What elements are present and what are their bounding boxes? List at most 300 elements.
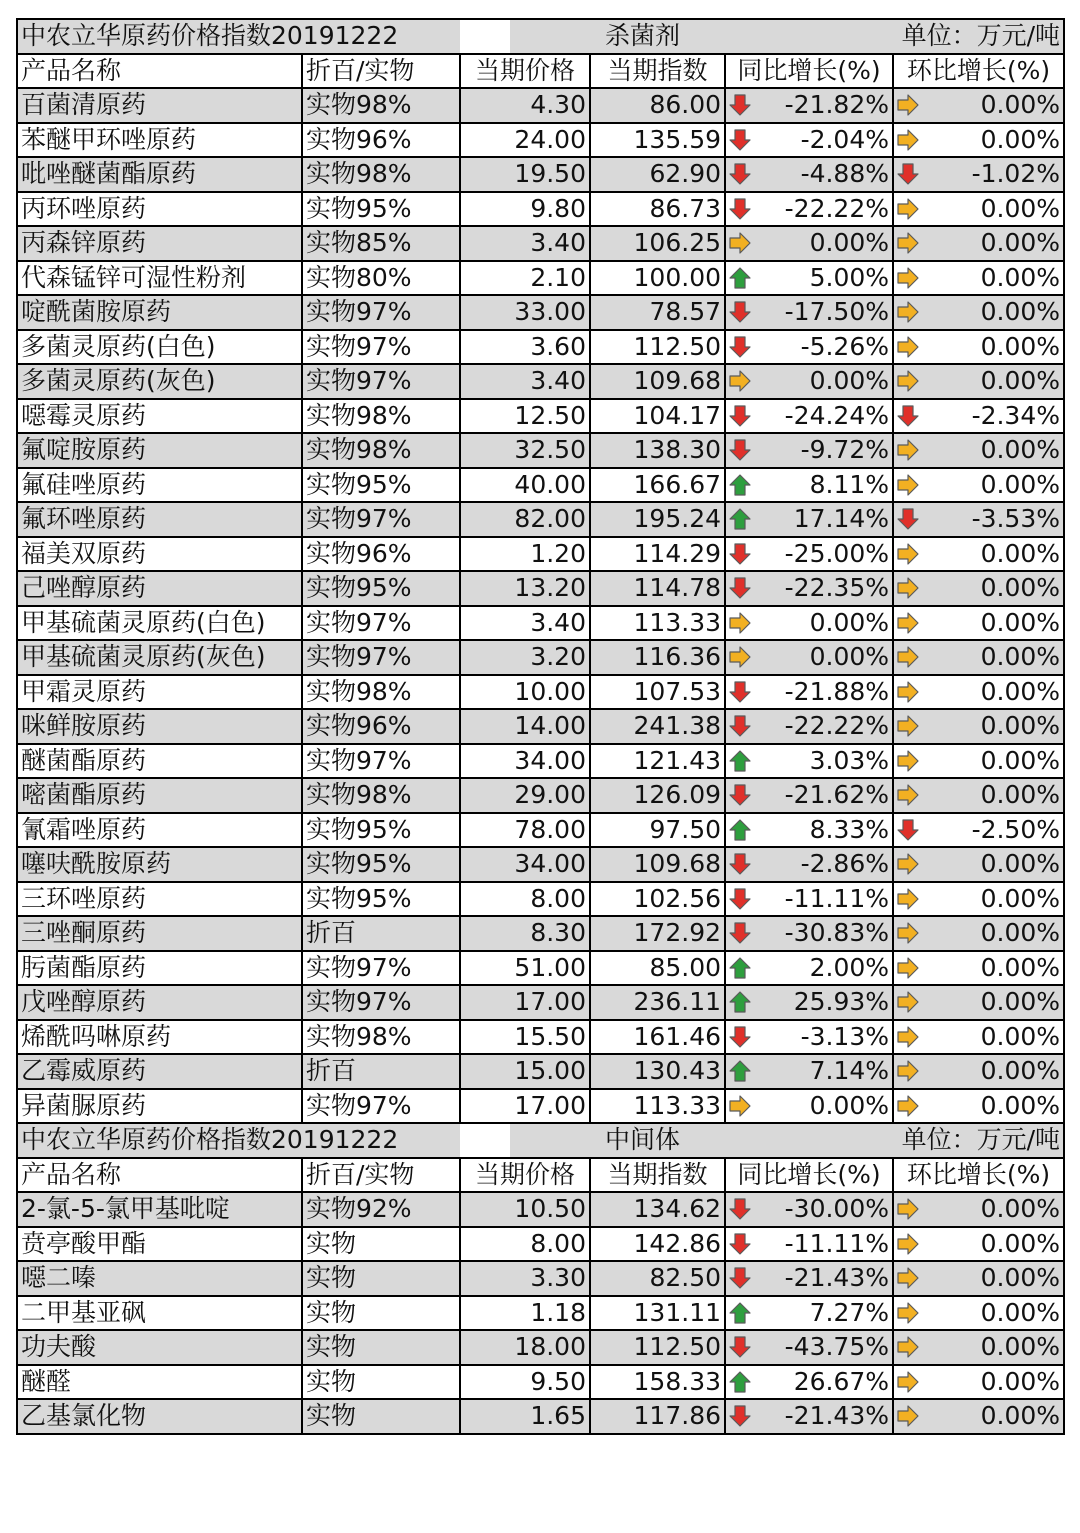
price-cell: 1.20 <box>460 537 590 572</box>
mom-value: 0.00% <box>980 780 1061 810</box>
table-row <box>17 295 1064 330</box>
spec-cell: 实物98% <box>302 675 460 710</box>
mom-cell <box>893 1261 1064 1296</box>
arrow-flat-icon <box>896 783 920 807</box>
product-name-cell: 多菌灵原药(白色) <box>17 330 302 365</box>
spec-cell: 实物 <box>302 1330 460 1365</box>
index-cell: 112.50 <box>590 330 725 365</box>
index-cell: 236.11 <box>590 985 725 1020</box>
arrow-flat-icon <box>896 1301 920 1325</box>
arrow-down-icon <box>728 1197 752 1221</box>
yoy-value: 5.00% <box>809 262 890 292</box>
index-cell: 100.00 <box>590 261 725 296</box>
arrow-flat-icon <box>896 128 920 152</box>
price-cell: 3.30 <box>460 1261 590 1296</box>
yoy-value: 0.00% <box>809 228 890 258</box>
price-cell: 1.65 <box>460 1399 590 1434</box>
arrow-up-icon <box>728 1301 752 1325</box>
arrow-flat-icon <box>896 335 920 359</box>
yoy-cell <box>725 433 893 468</box>
product-name-cell: 噻呋酰胺原药 <box>17 847 302 882</box>
index-cell: 109.68 <box>590 364 725 399</box>
mom-value: 0.00% <box>980 918 1061 948</box>
spec-cell: 实物95% <box>302 571 460 606</box>
column-header-product-name: 产品名称 <box>17 54 302 89</box>
mom-cell <box>893 1330 1064 1365</box>
arrow-flat-icon <box>896 1197 920 1221</box>
mom-cell <box>893 261 1064 296</box>
yoy-value: 25.93% <box>793 987 890 1017</box>
mom-value: 0.00% <box>980 1297 1061 1327</box>
yoy-cell <box>725 709 893 744</box>
table-row <box>17 468 1064 503</box>
price-cell: 33.00 <box>460 295 590 330</box>
product-name-cell: 丙环唑原药 <box>17 192 302 227</box>
product-name-cell: 肟菌酯原药 <box>17 951 302 986</box>
mom-cell <box>893 226 1064 261</box>
column-header-row <box>17 1158 1064 1193</box>
yoy-cell <box>725 295 893 330</box>
arrow-down-icon <box>728 335 752 359</box>
mom-cell <box>893 1399 1064 1434</box>
yoy-cell <box>725 985 893 1020</box>
product-name-cell: 乙霉威原药 <box>17 1054 302 1089</box>
index-cell: 135.59 <box>590 123 725 158</box>
arrow-down-icon <box>896 162 920 186</box>
index-cell: 114.29 <box>590 537 725 572</box>
product-name-cell: 氟环唑原药 <box>17 502 302 537</box>
price-cell: 9.80 <box>460 192 590 227</box>
product-name-cell: 烯酰吗啉原药 <box>17 1020 302 1055</box>
spec-cell: 实物98% <box>302 1020 460 1055</box>
spec-cell: 实物98% <box>302 778 460 813</box>
arrow-flat-icon <box>896 576 920 600</box>
mom-value: 0.00% <box>980 262 1061 292</box>
price-cell: 13.20 <box>460 571 590 606</box>
mom-cell <box>893 295 1064 330</box>
table-row <box>17 847 1064 882</box>
mom-cell <box>893 744 1064 779</box>
product-name-cell: 百菌清原药 <box>17 88 302 123</box>
price-table <box>16 18 1065 1435</box>
price-cell: 8.00 <box>460 1227 590 1262</box>
mom-cell <box>893 778 1064 813</box>
spec-cell: 实物97% <box>302 330 460 365</box>
spec-cell: 实物 <box>302 1365 460 1400</box>
price-cell: 15.00 <box>460 1054 590 1089</box>
mom-value: 0.00% <box>980 228 1061 258</box>
mom-cell <box>893 571 1064 606</box>
index-cell: 195.24 <box>590 502 725 537</box>
column-header-current-price: 当期价格 <box>460 54 590 89</box>
yoy-value: -21.43% <box>784 1401 890 1431</box>
arrow-flat-icon <box>896 473 920 497</box>
mom-cell <box>893 1020 1064 1055</box>
arrow-down-icon <box>728 1404 752 1428</box>
column-header-yoy-growth: 同比增长(%) <box>725 1158 893 1193</box>
yoy-cell <box>725 1296 893 1331</box>
product-name-cell: 醚醛 <box>17 1365 302 1400</box>
price-cell: 10.00 <box>460 675 590 710</box>
table-row <box>17 640 1064 675</box>
spec-cell: 实物97% <box>302 502 460 537</box>
yoy-cell <box>725 606 893 641</box>
mom-value: 0.00% <box>980 1401 1061 1431</box>
index-cell: 112.50 <box>590 1330 725 1365</box>
arrow-flat-icon <box>896 1370 920 1394</box>
yoy-value: -11.11% <box>784 883 890 913</box>
column-header-current-price: 当期价格 <box>460 1158 590 1193</box>
mom-value: 0.00% <box>980 952 1061 982</box>
arrow-flat-icon <box>896 921 920 945</box>
index-cell: 86.73 <box>590 192 725 227</box>
index-cell: 134.62 <box>590 1192 725 1227</box>
yoy-value: 2.00% <box>809 952 890 982</box>
price-cell: 51.00 <box>460 951 590 986</box>
price-cell: 32.50 <box>460 433 590 468</box>
yoy-cell <box>725 364 893 399</box>
spec-cell: 实物80% <box>302 261 460 296</box>
mom-cell <box>893 1089 1064 1124</box>
arrow-flat-icon <box>896 266 920 290</box>
product-name-cell: 氟硅唑原药 <box>17 468 302 503</box>
arrow-flat-icon <box>896 231 920 255</box>
mom-cell <box>893 847 1064 882</box>
mom-value: 0.00% <box>980 987 1061 1017</box>
table-row <box>17 502 1064 537</box>
arrow-flat-icon <box>896 852 920 876</box>
product-name-cell: 甲霜灵原药 <box>17 675 302 710</box>
spec-cell: 实物96% <box>302 709 460 744</box>
yoy-cell <box>725 675 893 710</box>
product-name-cell: 异菌脲原药 <box>17 1089 302 1124</box>
yoy-value: -11.11% <box>784 1228 890 1258</box>
arrow-flat-icon <box>896 1059 920 1083</box>
price-cell: 10.50 <box>460 1192 590 1227</box>
table-row <box>17 916 1064 951</box>
spec-cell: 实物98% <box>302 88 460 123</box>
arrow-flat-icon <box>896 680 920 704</box>
yoy-value: 17.14% <box>793 504 890 534</box>
index-cell: 104.17 <box>590 399 725 434</box>
yoy-value: 0.00% <box>809 642 890 672</box>
yoy-value: -43.75% <box>784 1332 890 1362</box>
spec-cell: 实物96% <box>302 123 460 158</box>
product-name-cell: 三唑酮原药 <box>17 916 302 951</box>
mom-value: 0.00% <box>980 607 1061 637</box>
yoy-value: 8.33% <box>809 814 890 844</box>
yoy-value: -21.43% <box>784 1263 890 1293</box>
yoy-value: 7.14% <box>809 1056 890 1086</box>
yoy-cell <box>725 916 893 951</box>
arrow-flat-icon <box>728 231 752 255</box>
mom-cell <box>893 709 1064 744</box>
yoy-cell <box>725 192 893 227</box>
yoy-value: -25.00% <box>784 538 890 568</box>
mom-cell <box>893 433 1064 468</box>
arrow-flat-icon <box>896 197 920 221</box>
price-cell: 19.50 <box>460 157 590 192</box>
arrow-flat-icon <box>728 1094 752 1118</box>
price-cell: 4.30 <box>460 88 590 123</box>
arrow-flat-icon <box>896 369 920 393</box>
yoy-cell <box>725 1054 893 1089</box>
price-cell: 12.50 <box>460 399 590 434</box>
arrow-up-icon <box>728 507 752 531</box>
spec-cell: 实物95% <box>302 882 460 917</box>
price-cell: 3.60 <box>460 330 590 365</box>
spec-cell: 实物92% <box>302 1192 460 1227</box>
price-cell: 3.40 <box>460 226 590 261</box>
spec-cell: 实物97% <box>302 951 460 986</box>
product-name-cell: 贲亭酸甲酯 <box>17 1227 302 1262</box>
mom-cell <box>893 399 1064 434</box>
yoy-cell <box>725 1330 893 1365</box>
spec-cell: 实物97% <box>302 985 460 1020</box>
arrow-flat-icon <box>896 956 920 980</box>
product-name-cell: 代森锰锌可湿性粉剂 <box>17 261 302 296</box>
yoy-cell <box>725 502 893 537</box>
mom-cell <box>893 192 1064 227</box>
column-header-mom-growth: 环比增长(%) <box>893 1158 1064 1193</box>
spec-cell: 实物95% <box>302 813 460 848</box>
price-cell: 82.00 <box>460 502 590 537</box>
price-cell: 24.00 <box>460 123 590 158</box>
mom-cell <box>893 1192 1064 1227</box>
arrow-flat-icon <box>896 714 920 738</box>
yoy-value: -30.00% <box>784 1194 890 1224</box>
arrow-flat-icon <box>896 1335 920 1359</box>
yoy-value: 7.27% <box>809 1297 890 1327</box>
table-row <box>17 778 1064 813</box>
mom-value: 0.00% <box>980 883 1061 913</box>
mom-cell <box>893 1365 1064 1400</box>
price-cell: 17.00 <box>460 1089 590 1124</box>
column-header-yoy-growth: 同比增长(%) <box>725 54 893 89</box>
product-name-cell: 氰霜唑原药 <box>17 813 302 848</box>
yoy-cell <box>725 1399 893 1434</box>
arrow-up-icon <box>728 1370 752 1394</box>
index-cell: 166.67 <box>590 468 725 503</box>
arrow-down-icon <box>728 1335 752 1359</box>
mom-cell <box>893 502 1064 537</box>
index-cell: 106.25 <box>590 226 725 261</box>
table-row <box>17 951 1064 986</box>
yoy-cell <box>725 640 893 675</box>
column-header-product-name: 产品名称 <box>17 1158 302 1193</box>
spec-cell: 实物85% <box>302 226 460 261</box>
mom-cell <box>893 1054 1064 1089</box>
table-row <box>17 1399 1064 1434</box>
product-name-cell: 咪鲜胺原药 <box>17 709 302 744</box>
table-row <box>17 1261 1064 1296</box>
column-header-spec: 折百/实物 <box>302 1158 460 1193</box>
yoy-cell <box>725 1261 893 1296</box>
yoy-cell <box>725 468 893 503</box>
table-row <box>17 192 1064 227</box>
arrow-down-icon <box>896 507 920 531</box>
arrow-flat-icon <box>896 438 920 462</box>
arrow-down-icon <box>728 404 752 428</box>
arrow-flat-icon <box>896 1094 920 1118</box>
arrow-flat-icon <box>728 645 752 669</box>
yoy-value: -21.88% <box>784 676 890 706</box>
product-name-cell: 乙基氯化物 <box>17 1399 302 1434</box>
index-cell: 126.09 <box>590 778 725 813</box>
mom-value: 0.00% <box>980 1021 1061 1051</box>
arrow-down-icon <box>728 680 752 704</box>
price-cell: 14.00 <box>460 709 590 744</box>
yoy-cell <box>725 744 893 779</box>
yoy-cell <box>725 399 893 434</box>
mom-value: 0.00% <box>980 849 1061 879</box>
mom-cell <box>893 916 1064 951</box>
arrow-down-icon <box>896 404 920 428</box>
section-category: 中间体 <box>510 1123 775 1158</box>
table-row <box>17 399 1064 434</box>
index-cell: 62.90 <box>590 157 725 192</box>
table-row <box>17 1192 1064 1227</box>
column-header-current-index: 当期指数 <box>590 54 725 89</box>
index-cell: 172.92 <box>590 916 725 951</box>
mom-value: -1.02% <box>971 159 1061 189</box>
arrow-down-icon <box>728 1025 752 1049</box>
yoy-value: -21.62% <box>784 780 890 810</box>
arrow-down-icon <box>728 783 752 807</box>
column-header-spec: 折百/实物 <box>302 54 460 89</box>
column-header-mom-growth: 环比增长(%) <box>893 54 1064 89</box>
yoy-value: 0.00% <box>809 607 890 637</box>
index-cell: 85.00 <box>590 951 725 986</box>
mom-value: 0.00% <box>980 1366 1061 1396</box>
mom-cell <box>893 882 1064 917</box>
spec-cell: 实物97% <box>302 364 460 399</box>
mom-cell <box>893 364 1064 399</box>
arrow-down-icon <box>728 714 752 738</box>
mom-value: 0.00% <box>980 711 1061 741</box>
mom-cell <box>893 951 1064 986</box>
price-cell: 3.40 <box>460 606 590 641</box>
mom-value: 0.00% <box>980 538 1061 568</box>
arrow-down-icon <box>728 300 752 324</box>
table-row <box>17 882 1064 917</box>
arrow-down-icon <box>728 197 752 221</box>
mom-value: 0.00% <box>980 1263 1061 1293</box>
price-cell: 34.00 <box>460 744 590 779</box>
section-title: 中农立华原药价格指数20191222 <box>17 1123 460 1158</box>
spec-cell: 实物 <box>302 1227 460 1262</box>
section-unit: 单位：万元/吨 <box>725 19 1064 54</box>
mom-cell <box>893 640 1064 675</box>
yoy-value: -17.50% <box>784 297 890 327</box>
price-cell: 29.00 <box>460 778 590 813</box>
product-name-cell: 丙森锌原药 <box>17 226 302 261</box>
spec-cell: 实物97% <box>302 606 460 641</box>
mom-value: 0.00% <box>980 1056 1061 1086</box>
mom-cell <box>893 675 1064 710</box>
table-row <box>17 123 1064 158</box>
mom-value: 0.00% <box>980 193 1061 223</box>
price-cell: 40.00 <box>460 468 590 503</box>
yoy-cell <box>725 1227 893 1262</box>
yoy-value: -22.22% <box>784 711 890 741</box>
spec-cell: 实物98% <box>302 157 460 192</box>
mom-value: -3.53% <box>971 504 1061 534</box>
arrow-flat-icon <box>896 645 920 669</box>
yoy-value: 0.00% <box>809 366 890 396</box>
index-cell: 97.50 <box>590 813 725 848</box>
arrow-down-icon <box>728 128 752 152</box>
yoy-cell <box>725 951 893 986</box>
section-title-row <box>17 19 1064 54</box>
product-name-cell: 吡唑醚菌酯原药 <box>17 157 302 192</box>
price-index-sheet <box>16 18 1063 1435</box>
yoy-cell <box>725 330 893 365</box>
table-row <box>17 157 1064 192</box>
mom-cell <box>893 537 1064 572</box>
table-row <box>17 1054 1064 1089</box>
yoy-value: -2.86% <box>800 849 890 879</box>
product-name-cell: 噁二嗪 <box>17 1261 302 1296</box>
yoy-value: -30.83% <box>784 918 890 948</box>
mom-value: -2.34% <box>971 400 1061 430</box>
yoy-cell <box>725 537 893 572</box>
yoy-cell <box>725 261 893 296</box>
index-cell: 241.38 <box>590 709 725 744</box>
price-cell: 34.00 <box>460 847 590 882</box>
price-cell: 3.20 <box>460 640 590 675</box>
product-name-cell: 嘧菌酯原药 <box>17 778 302 813</box>
index-cell: 107.53 <box>590 675 725 710</box>
yoy-cell <box>725 882 893 917</box>
table-row <box>17 364 1064 399</box>
price-cell: 17.00 <box>460 985 590 1020</box>
table-row <box>17 226 1064 261</box>
arrow-down-icon <box>728 162 752 186</box>
index-cell: 78.57 <box>590 295 725 330</box>
spec-cell: 实物 <box>302 1296 460 1331</box>
table-row <box>17 744 1064 779</box>
yoy-cell <box>725 157 893 192</box>
arrow-flat-icon <box>728 611 752 635</box>
spec-cell: 实物98% <box>302 399 460 434</box>
product-name-cell: 噁霉灵原药 <box>17 399 302 434</box>
price-cell: 15.50 <box>460 1020 590 1055</box>
product-name-cell: 苯醚甲环唑原药 <box>17 123 302 158</box>
product-name-cell: 醚菌酯原药 <box>17 744 302 779</box>
mom-value: 0.00% <box>980 573 1061 603</box>
spec-cell: 实物95% <box>302 468 460 503</box>
arrow-flat-icon <box>896 611 920 635</box>
arrow-flat-icon <box>896 93 920 117</box>
product-name-cell: 多菌灵原药(灰色) <box>17 364 302 399</box>
price-cell: 8.30 <box>460 916 590 951</box>
yoy-value: 3.03% <box>809 745 890 775</box>
index-cell: 117.86 <box>590 1399 725 1434</box>
mom-cell <box>893 468 1064 503</box>
mom-cell <box>893 1227 1064 1262</box>
product-name-cell: 己唑醇原药 <box>17 571 302 606</box>
section-title-row <box>17 1123 1064 1158</box>
spec-cell: 实物97% <box>302 295 460 330</box>
price-cell: 3.40 <box>460 364 590 399</box>
arrow-up-icon <box>728 818 752 842</box>
yoy-value: -22.35% <box>784 573 890 603</box>
product-name-cell: 甲基硫菌灵原药(灰色) <box>17 640 302 675</box>
spec-cell: 实物95% <box>302 192 460 227</box>
arrow-flat-icon <box>728 369 752 393</box>
mom-cell <box>893 813 1064 848</box>
